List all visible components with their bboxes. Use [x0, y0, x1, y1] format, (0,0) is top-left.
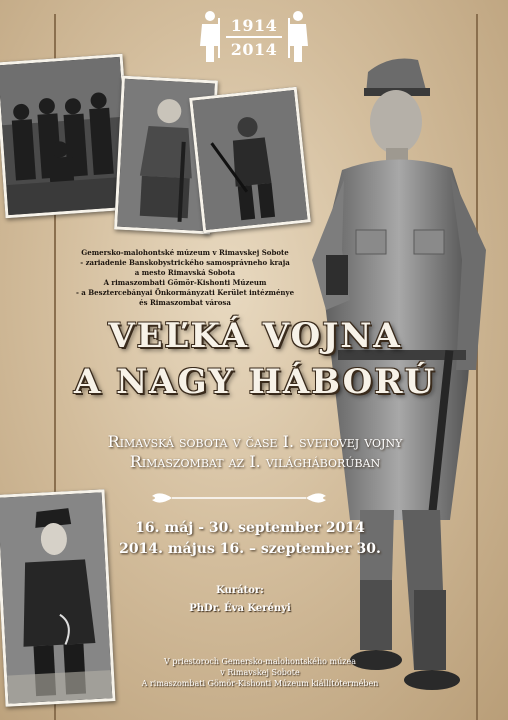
venue-text: [110, 656, 410, 689]
organiser-line: Gemersko-malohontské múzeum v Rimavskej Sobote: [81, 248, 289, 257]
organiser-line: - zariadenie Banskobystrického samosprávneho kraja: [80, 258, 290, 267]
organiser-line: - a Besztercebányai Önkormányzati Kerület intézménye: [75, 288, 295, 297]
venue-line: A rimaszombati Gömör-Kishonti Múzeum kiállítótermében: [141, 679, 379, 688]
dates-slovak: 16. máj - 30. september 2014: [135, 520, 365, 536]
year-end: 2014: [230, 40, 278, 59]
year-start: 1914: [226, 16, 282, 38]
organiser-line: A rimaszombati Gömör-Kishonti Múzeum: [103, 278, 267, 287]
organiser-line: és Rimaszombat városa: [139, 298, 231, 307]
subtitle-hungarian: Rimaszombat az I. világháborúban: [129, 452, 381, 471]
title-hungarian: A NAGY HÁBORÚ: [73, 362, 437, 402]
soldier-silhouette-icon: [196, 8, 224, 64]
venue-line: v Rimavskej Sobote: [220, 668, 300, 677]
title-slovak: VEĽKÁ VOJNA: [108, 316, 402, 356]
organisers-text: [60, 248, 310, 308]
soldier-silhouette-icon: [284, 8, 312, 64]
subtitle-slovak: Rimavská sobota v čase I. svetovej vojny: [107, 432, 403, 451]
group-soldiers-photo: [0, 54, 133, 219]
dates-hungarian: 2014. május 16. – szeptember 30.: [119, 541, 381, 557]
rifle-soldier-photo: [189, 87, 311, 234]
organiser-line: a mesto Rimavská Sobota: [134, 268, 236, 277]
ornament-divider-icon: [146, 490, 332, 506]
curator-label: Kurátor:: [216, 585, 264, 596]
curator-name: PhDr. Éva Kerényi: [189, 603, 291, 614]
year-badge: [196, 8, 312, 64]
venue-line: V priestoroch Gemersko-malohontského múzea: [164, 657, 356, 666]
